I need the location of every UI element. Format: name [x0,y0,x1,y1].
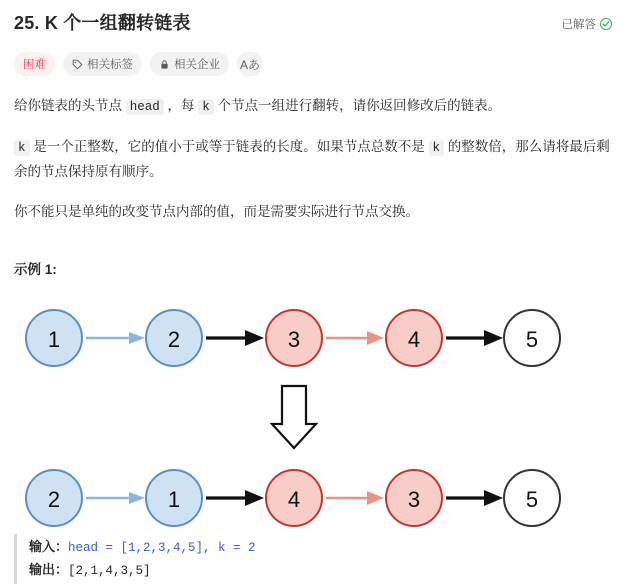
related-companies-label: 相关企业 [174,59,220,71]
desc-text: 是一个正整数，它的值小于或等于链表的长度。如果节点总数不是 [29,139,429,154]
code-k: k [429,140,445,156]
code-head: head [126,99,164,115]
code-k: k [198,99,214,115]
page-title: 25. K 个一组翻转链表 [14,13,191,33]
svg-text:5: 5 [525,327,539,352]
related-companies-button[interactable] [150,52,229,76]
description-paragraph-2 [14,135,612,184]
svg-text:1: 1 [167,487,181,512]
tag-row [14,52,612,76]
example-io-block [14,534,612,584]
svg-text:5: 5 [525,487,539,512]
solved-label: 已解答 [561,19,596,31]
input-value: head = [1,2,3,4,5], k = 2 [68,541,256,555]
example-title: 示例 1: [14,262,57,277]
example-input-line [29,536,612,559]
related-tags-button[interactable] [63,52,142,76]
description-paragraph-1 [14,94,612,119]
output-label: 输出： [29,562,69,577]
svg-text:3: 3 [287,327,301,352]
related-tags-label: 相关标签 [87,59,133,71]
svg-text:1: 1 [47,327,61,352]
lock-icon [159,59,170,70]
solved-status [562,16,613,32]
language-toggle-label: Aあ [239,57,260,72]
difficulty-badge [14,52,55,76]
svg-text:2: 2 [167,327,181,352]
output-value: [2,1,4,3,5] [68,564,151,578]
desc-text: 个节点一组进行翻转，请你返回修改后的链表。 [213,98,502,113]
svg-text:4: 4 [287,487,301,512]
tag-icon [72,59,83,70]
code-k: k [14,140,30,156]
description-paragraph-3: 你不能只是单纯的改变节点内部的值，而是需要实际进行节点交换。 [14,204,419,219]
check-circle-icon [600,18,612,30]
linked-list-reversal-diagram [14,290,612,528]
svg-text:2: 2 [47,487,61,512]
example-output-line [29,559,612,582]
desc-text: 给你链表的头节点 [14,98,126,113]
svg-text:3: 3 [407,487,421,512]
difficulty-label: 困难 [23,59,46,71]
language-toggle-button[interactable] [237,52,263,76]
svg-text:4: 4 [407,327,421,352]
input-label: 输入： [29,539,69,554]
desc-text: 的整数倍，那么请将最后剩余的节点保持原有顺序。 [14,139,610,179]
desc-text: ，每 [163,98,199,113]
title-row [14,10,612,36]
